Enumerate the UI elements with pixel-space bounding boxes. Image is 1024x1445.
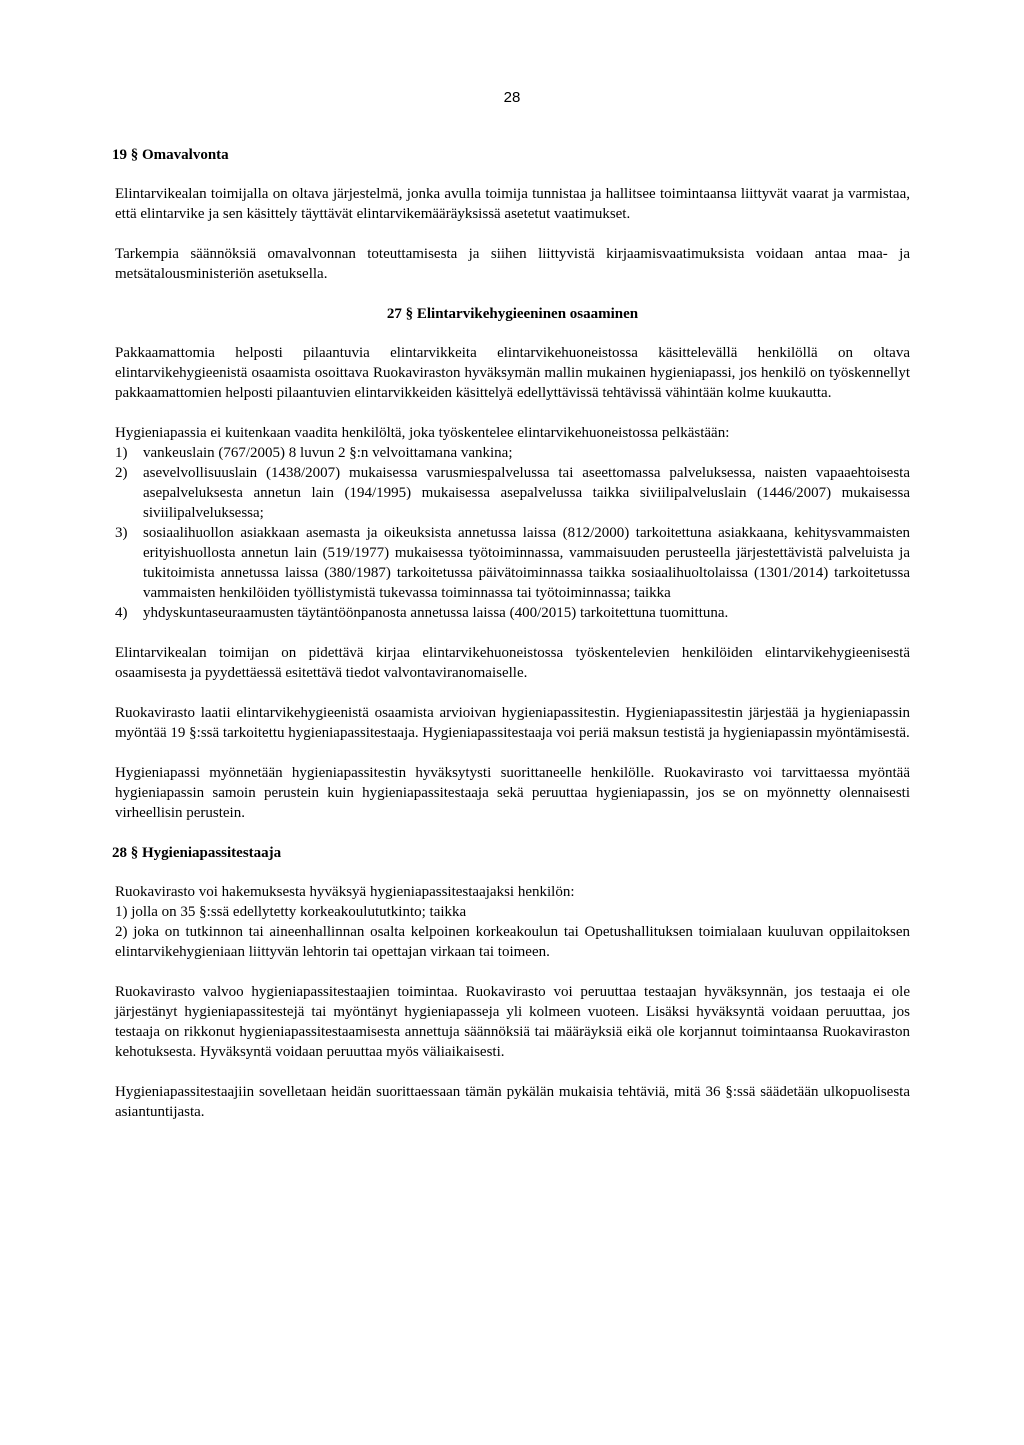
section-28-intro: Ruokavirasto voi hakemuksesta hyväksyä hygieniapassitestaajaksi henkilön: — [115, 884, 575, 900]
section-28-condition-1: 1) jolla on 35 §:ssä edellytetty korkeakoulututkinto; taikka — [115, 904, 467, 920]
list-item-number: 1) — [115, 445, 128, 461]
section-27-exemption-list — [115, 443, 910, 623]
section-27-heading: 27 § Elintarvikehygieeninen osaaminen — [386, 306, 639, 322]
document-body — [112, 145, 910, 1142]
list-item-text: asevelvollisuuslain (1438/2007) mukaisessa varusmiespalvelussa tai aseettomassa palveluksessa, naisten vapaaehtoisesta asepalveluksesta annetun lain (194/1995) mukaisessa asepalvelussa taikka siviilipalveluslain (1446/2007) mukaisessa siviilipalveluksessa; — [143, 465, 910, 521]
section-27-paragraph-3: Elintarvikealan toimijan on pidettävä kirjaa elintarvikehuoneistossa työskentelevien henkilöiden elintarvikehygieenisestä osaamisesta ja pyydettäessä esitettävä tiedot valvontaviranomaiselle. — [115, 645, 910, 681]
section-28-condition-2: 2) joka on tutkinnon tai aineenhallinnan osalta kelpoinen korkeakoulun tai Opetushallituksen toimialaan kuuluvan oppilaitoksen elintarvikehygieniaan liittyvän lehtorin tai opettajan virkaan tai toimeen. — [115, 924, 910, 960]
list-item-number: 4) — [115, 605, 128, 621]
section-19-paragraph-1: Elintarvikealan toimijalla on oltava järjestelmä, jonka avulla toimija tunnistaa ja hallitsee toimintaansa liittyvät vaarat ja varmistaa, että elintarvike ja sen käsittely täyttävät elintarvikemääräyksissä asetetut vaatimukset. — [115, 186, 910, 222]
page-number: 28 — [503, 89, 521, 106]
section-27-paragraph-4: Ruokavirasto laatii elintarvikehygieenistä osaamista arvioivan hygieniapassitestin. Hygieniapassitestin järjestää ja hygieniapassin myöntää 19 §:ssä tarkoitettu hygieniapassitestaaja. Hygieniapassitestaaja voi periä maksun testistä ja hygieniapassin myöntämisestä. — [115, 705, 910, 741]
section-28-heading: 28 § Hygieniapassitestaaja — [112, 845, 282, 861]
section-19-paragraph-2: Tarkempia säännöksiä omavalvonnan toteuttamisesta ja siihen liittyvistä kirjaamisvaatimuksista voidaan antaa maa- ja metsätalousministeriön asetuksella. — [115, 246, 910, 282]
list-item-text: vankeuslain (767/2005) 8 luvun 2 §:n velvoittamana vankina; — [143, 445, 513, 461]
section-27-paragraph-1: Pakkaamattomia helposti pilaantuvia elintarvikkeita elintarvikehuoneistossa käsittelevällä henkilöllä on oltava elintarvikehygieenistä osaamista osoittava Ruokaviraston hyväksymän mallin mukainen hygieniapassi, jos henkilö on työskennellyt pakkaamattomien helposti pilaantuvien elintarvikkeiden käsittelyä edellyttävissä tehtävissä vähintään kolme kuukautta. — [115, 345, 910, 401]
list-item-number: 3) — [115, 525, 128, 541]
section-28-paragraph-3: Hygieniapassitestaajiin sovelletaan heidän suorittaessaan tämän pykälän mukaisia tehtäviä, mitä 36 §:ssä säädetään ulkopuolisesta asiantuntijasta. — [115, 1084, 910, 1120]
section-27-paragraph-5: Hygieniapassi myönnetään hygieniapassitestin hyväksytysti suorittaneelle henkilölle. Ruokavirasto voi tarvittaessa myöntää hygieniapassin samoin perustein kuin hygieniapassitestaaja sekä peruuttaa hygieniapassin, jos se on myönnetty olennaisesti virheellisin perustein. — [115, 765, 910, 821]
list-item — [115, 523, 910, 603]
section-27-paragraph-2: Hygieniapassia ei kuitenkaan vaadita henkilöltä, joka työskentelee elintarvikehuoneistossa pelkästään: — [115, 425, 730, 441]
list-item-number: 2) — [115, 465, 128, 481]
list-item — [115, 463, 910, 523]
list-item — [115, 603, 910, 623]
list-item-text: yhdyskuntaseuraamusten täytäntöönpanosta annetussa laissa (400/2015) tarkoitettuna tuomittuna. — [143, 605, 729, 621]
list-item-text: sosiaalihuollon asiakkaan asemasta ja oikeuksista annetussa laissa (812/2000) tarkoitettuna asiakkaana, kehitysvammaisten erityishuollosta annetun lain (519/1977) mukaisessa työtoiminnassa, vammaisuuden perusteella järjestettävistä palveluista ja tukitoimista annetussa laissa (380/1987) tarkoitetussa päivätoiminnassa taikka sosiaalihuoltolaissa (1301/2014) tarkoitetussa vammaisten henkilöiden työllistymistä tukevassa toiminnassa tai työtoiminnassa; taikka — [143, 525, 910, 601]
section-19-heading: 19 § Omavalvonta — [112, 147, 229, 163]
section-28-paragraph-2: Ruokavirasto valvoo hygieniapassitestaajien toimintaa. Ruokavirasto voi peruuttaa testaajan hyväksynnän, jos testaaja ei ole järjestänyt hygieniapassitestejä tai myöntänyt hygieniapasseja yli kolmeen vuoteen. Lisäksi hyväksyntä voidaan peruuttaa, jos testaaja on rikkonut hygieniapassitestaamisesta annettuja säännöksiä tai määräyksiä eikä ole korjannut toimintaansa Ruokaviraston kehotuksesta. Hyväksyntä voidaan peruuttaa myös väliaikaisesti. — [115, 984, 910, 1060]
list-item — [115, 443, 910, 463]
